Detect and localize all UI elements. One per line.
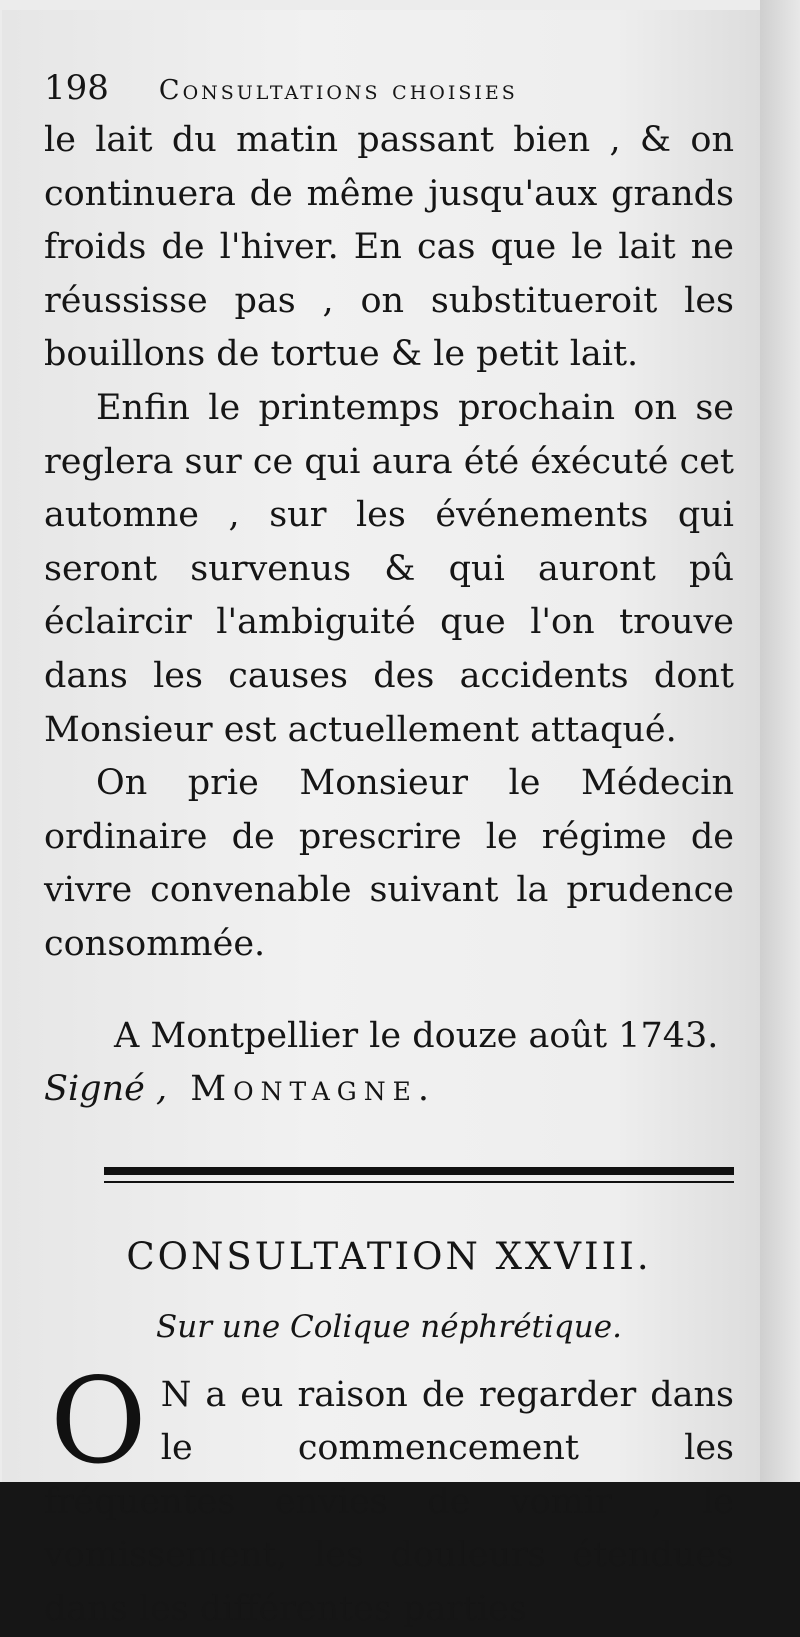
signature-block [44, 1010, 734, 1117]
page-edge-shadow [760, 0, 800, 1482]
signed-line [44, 1063, 734, 1117]
consultation-opening [44, 1351, 734, 1637]
section-divider-rule [104, 1167, 734, 1183]
page-text-block [44, 62, 734, 1637]
signed-label: Signé , [44, 1069, 168, 1110]
place-and-date: A Montpellier le douze août 1743. [114, 1015, 719, 1056]
paragraph-continuation: le lait du matin passant bien , & on continuera de même jusqu'aux grands froids de l'hiver. En cas que le lait ne réussisse pas , on substitueroit les bouillons de tortue & le petit lait. [44, 120, 734, 375]
opening-paragraph: N a eu raison de regarder dans le commencement les fréquentes envies de vomir , le vomissement, les douleurs étendues dans les différentes parties [44, 1374, 734, 1630]
paragraph-regime: On prie Monsieur le Médecin ordinaire de prescrire le régime de vivre convenable suivant la prudence consommée. [44, 763, 734, 964]
page-header [44, 62, 734, 114]
running-head: Consultations choisies [158, 75, 518, 106]
paragraph-printemps: Enfin le printemps prochain on se reglera sur ce qui aura été éxécuté cet automne , sur les événements qui seront survenus & qui auront pû éclaircir l'ambiguité que l'on trouve dans les causes des accidents dont Monsieur est actuellement attaqué. [44, 387, 734, 750]
page-number: 198 [44, 68, 109, 108]
consultation-subtitle: Sur une Colique néphrétique. [156, 1308, 622, 1345]
consultation-title: CONSULTATION XXVIII. [126, 1234, 652, 1278]
drop-cap: O [50, 1351, 147, 1490]
signatory-name: Montagne. [190, 1069, 437, 1110]
